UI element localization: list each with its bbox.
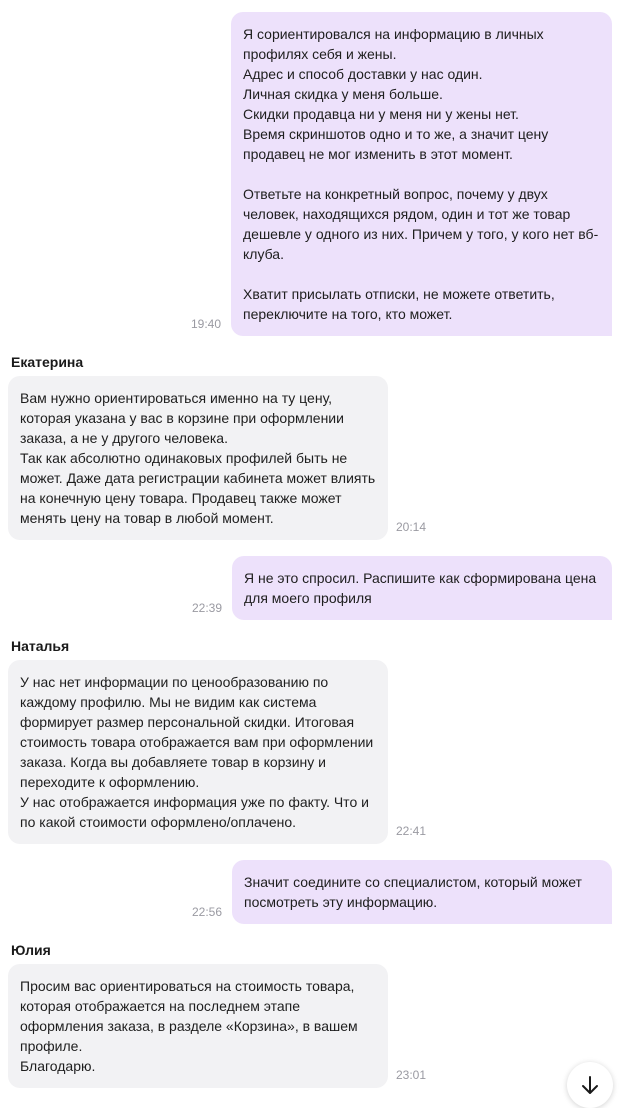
message-time: 20:14: [396, 520, 427, 534]
sender-name: Наталья: [11, 638, 70, 654]
message-bubble: Значит соедините со специалистом, который может посмотреть эту информацию.: [232, 860, 612, 924]
message-time: 22:56: [192, 905, 223, 919]
sender-name: Юлия: [11, 942, 51, 958]
message-bubble: Вам нужно ориентироваться именно на ту цену, которая указана у вас в корзине при оформлении заказа, а не у другого человека. Так как абсолютно одинаковых профилей быть не может. Даже дата регистрации кабинета может влиять на конечную цену товара. Продавец также может менять цену на товар в любой момент.: [8, 376, 388, 540]
message-bubble: Просим вас ориентироваться на стоимость товара, которая отображается на последнем этапе оформления заказа, в разделе «Корзина», в вашем профиле. Благодарю.: [8, 964, 388, 1088]
sender-name: Екатерина: [11, 354, 84, 370]
arrow-down-icon: [581, 1075, 599, 1095]
message-time: 19:40: [191, 317, 222, 331]
message-bubble: Я не это спросил. Распишите как сформирована цена для моего профиля: [232, 556, 612, 620]
message-bubble: У нас нет информации по ценообразованию по каждому профилю. Мы не видим как система формирует размер персональной скидки. Итоговая стоимость товара отображается вам при оформлении заказа. Когда вы добавляете товар в корзину и переходите к оформлению. У нас отображается информация уже по факту. Что и по какой стоимости оформлено/оплачено.: [8, 660, 388, 844]
message-time: 22:41: [396, 824, 427, 838]
message-time: 23:01: [396, 1068, 427, 1082]
message-bubble: Я сориентировался на информацию в личных профилях себя и жены. Адрес и способ доставки у нас один. Личная скидка у меня больше. Скидки продавца ни у меня ни у жены нет. Время скриншотов одно и то же, а значит цену продавец не мог изменить в этот момент. Ответьте на конкретный вопрос, почему у двух человек, находящихся рядом, один и тот же товар дешевле у одного из них. Причем у того, у кого нет вб-клуба. Хватит присылать отписки, не можете ответить, переключите на того, кто может.: [231, 12, 612, 336]
scroll-to-bottom-button[interactable]: [567, 1062, 613, 1108]
message-time: 22:39: [192, 601, 223, 615]
